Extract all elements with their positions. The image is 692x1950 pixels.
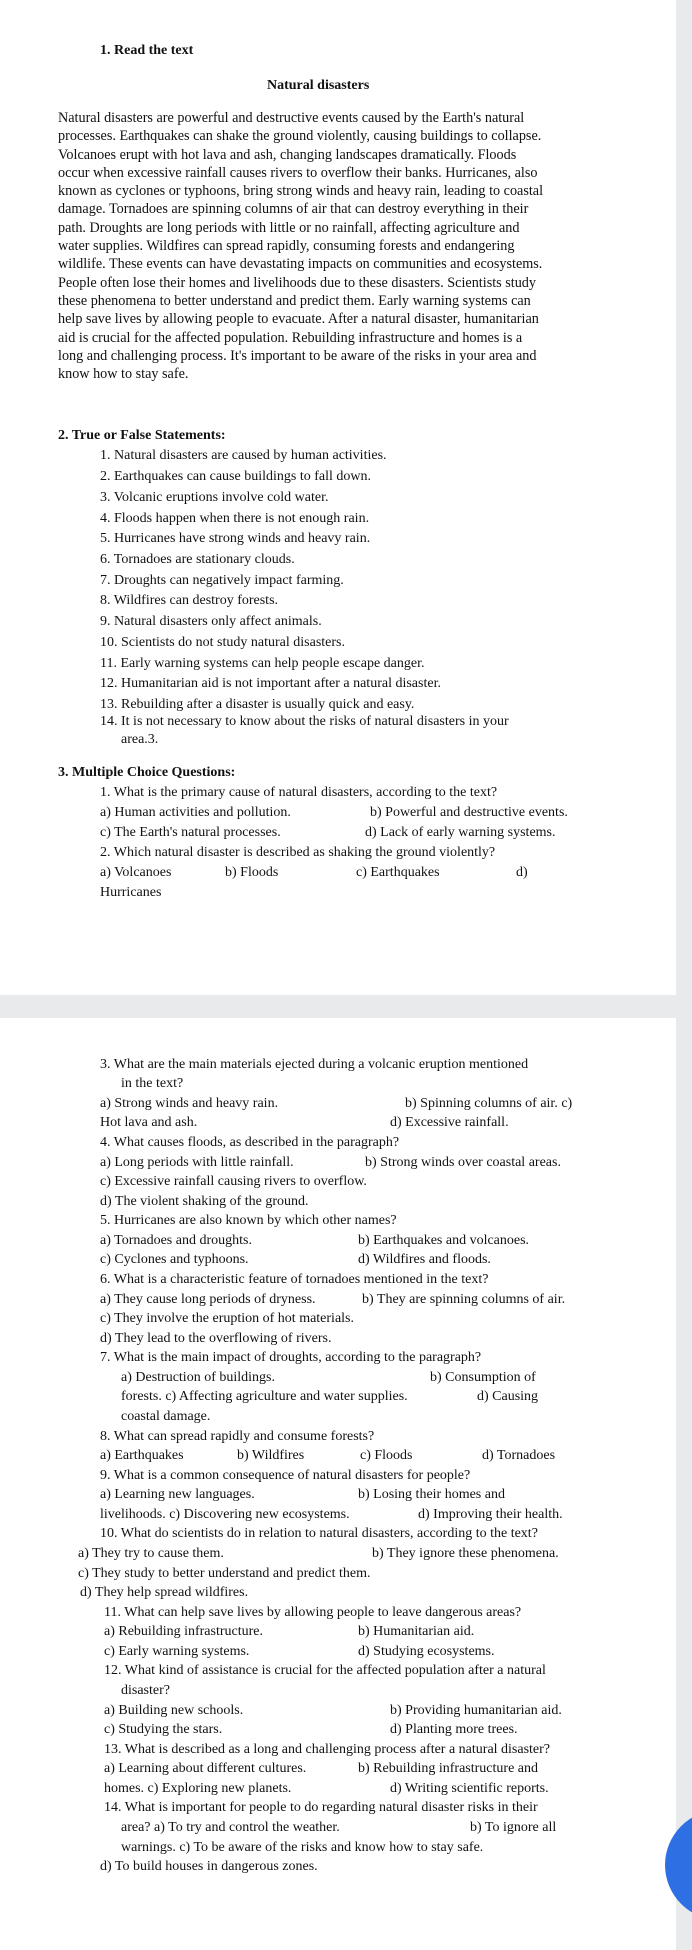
tf-statement: 6. Tornadoes are stationary clouds. <box>100 552 295 567</box>
q4-option-c: c) Excessive rainfall causing rivers to overflow. <box>100 1174 367 1189</box>
q12-question: 12. What kind of assistance is crucial for the affected population after a natural <box>104 1663 546 1678</box>
q8-option-c: c) Floods <box>360 1448 413 1463</box>
tf-statement: 10. Scientists do not study natural disasters. <box>100 635 345 650</box>
q5-option-d: d) Wildfires and floods. <box>358 1252 491 1267</box>
q4-option-b: b) Strong winds over coastal areas. <box>365 1155 561 1170</box>
q7-question: 7. What is the main impact of droughts, according to the paragraph? <box>100 1350 482 1365</box>
q1-option-a: a) Human activities and pollution. <box>100 805 291 820</box>
tf-statement: 11. Early warning systems can help people escape danger. <box>100 656 425 671</box>
q13-option-b: b) Rebuilding infrastructure and <box>358 1761 539 1776</box>
text-title: Natural disasters <box>267 78 370 93</box>
paragraph-line: water supplies. Wildfires can spread rapidly, consuming forests and endangering <box>58 238 515 255</box>
q2-option-d: d) <box>516 865 528 880</box>
q7-line2: forests. c) Affecting agriculture and water supplies. <box>121 1389 408 1404</box>
q13-option-d: d) Writing scientific reports. <box>390 1781 549 1796</box>
q3-option-b: b) Spinning columns of air. c) <box>405 1096 573 1111</box>
q11-option-b: b) Humanitarian aid. <box>358 1624 475 1639</box>
section2-heading: 2. True or False Statements: <box>58 428 226 443</box>
tf-statement: 12. Humanitarian aid is not important after a natural disaster. <box>100 676 441 691</box>
paragraph-line: Volcanoes erupt with hot lava and ash, changing landscapes dramatically. Floods <box>58 146 517 163</box>
q1-option-b: b) Powerful and destructive events. <box>370 805 568 820</box>
q8-option-d: d) Tornadoes <box>482 1448 556 1463</box>
q5-question: 5. Hurricanes are also known by which other names? <box>100 1213 397 1228</box>
reading-paragraph <box>58 109 584 383</box>
paragraph-line: known as cyclones or typhoons, bring strong winds and heavy rain, leading to coastal <box>58 183 544 200</box>
q4-option-d: d) The violent shaking of the ground. <box>100 1194 309 1209</box>
tf-statement: 7. Droughts can negatively impact farming. <box>100 573 344 588</box>
q7-option-d: d) Causing <box>477 1389 539 1404</box>
q5-option-c: c) Cyclones and typhoons. <box>100 1252 249 1267</box>
q14-line2: area? a) To try and control the weather. <box>121 1820 340 1835</box>
q9-option-d: d) Improving their health. <box>418 1507 563 1522</box>
paragraph-line: aid is crucial for the affected population. Rebuilding infrastructure and homes is a <box>58 329 523 346</box>
q2-option-a: a) Volcanoes <box>100 865 172 880</box>
q6-option-d: d) They lead to the overflowing of rivers. <box>100 1331 332 1346</box>
tf-statement: 4. Floods happen when there is not enough rain. <box>100 511 370 526</box>
q6-option-b: b) They are spinning columns of air. <box>362 1292 566 1307</box>
q3-option-c: Hot lava and ash. <box>100 1115 198 1130</box>
paragraph-line: processes. Earthquakes can shake the ground violently, causing buildings to collapse. <box>58 128 542 145</box>
paragraph-line: know how to stay safe. <box>58 366 189 383</box>
q2-option-b: b) Floods <box>225 865 279 880</box>
statement-14-cont: area.3. <box>121 732 159 747</box>
q1-option-d: d) Lack of early warning systems. <box>365 825 556 840</box>
q9-option-a: a) Learning new languages. <box>100 1487 255 1502</box>
q4-question: 4. What causes floods, as described in the paragraph? <box>100 1135 400 1150</box>
tf-statement: 3. Volcanic eruptions involve cold water. <box>100 490 329 505</box>
worksheet-page-2 <box>0 1018 676 1950</box>
section1-heading: 1. Read the text <box>100 43 194 58</box>
q8-option-b: b) Wildfires <box>237 1448 305 1463</box>
q10-option-b: b) They ignore these phenomena. <box>372 1546 559 1561</box>
q12-option-b: b) Providing humanitarian aid. <box>390 1703 562 1718</box>
q11-question: 11. What can help save lives by allowing people to leave dangerous areas? <box>104 1605 522 1620</box>
q2-option-c: c) Earthquakes <box>356 865 440 880</box>
worksheet-page-1 <box>0 0 676 995</box>
q2-option-d-cont: Hurricanes <box>100 885 162 900</box>
tf-statement: 13. Rebuilding after a disaster is usually quick and easy. <box>100 697 415 712</box>
q5-option-b: b) Earthquakes and volcanoes. <box>358 1233 530 1248</box>
paragraph-line: damage. Tornadoes are spinning columns of air that can destroy everything in their <box>58 201 529 218</box>
paragraph-line: Natural disasters are powerful and destructive events caused by the Earth's natural <box>58 110 525 126</box>
q12-question-cont: disaster? <box>121 1683 170 1698</box>
q6-question: 6. What is a characteristic feature of tornadoes mentioned in the text? <box>100 1272 489 1287</box>
paragraph-line: path. Droughts are long periods with little or no rainfall, affecting agriculture and <box>58 219 520 236</box>
q14-line3: warnings. c) To be aware of the risks and know how to stay safe. <box>121 1840 484 1855</box>
q10-option-d: d) They help spread wildfires. <box>80 1585 249 1600</box>
q12-option-d: d) Planting more trees. <box>390 1722 518 1737</box>
q7-option-a: a) Destruction of buildings. <box>121 1370 275 1385</box>
q1-option-c: c) The Earth's natural processes. <box>100 825 281 840</box>
section3-heading: 3. Multiple Choice Questions: <box>58 765 236 780</box>
q14-option-d: d) To build houses in dangerous zones. <box>100 1859 318 1874</box>
tf-statement: 14. It is not necessary to know about the risks of natural disasters in your <box>100 714 509 729</box>
q1-question: 1. What is the primary cause of natural disasters, according to the text? <box>100 785 498 800</box>
tf-statement: 8. Wildfires can destroy forests. <box>100 593 279 608</box>
q14-question: 14. What is important for people to do regarding natural disaster risks in their <box>104 1800 538 1815</box>
q10-option-a: a) They try to cause them. <box>78 1546 224 1561</box>
paragraph-line: long and challenging process. It's important to be aware of the risks in your area and <box>58 347 537 364</box>
q9-question: 9. What is a common consequence of natural disasters for people? <box>100 1468 471 1483</box>
q2-question: 2. Which natural disaster is described as shaking the ground violently? <box>100 845 496 860</box>
tf-statement: 2. Earthquakes can cause buildings to fall down. <box>100 469 371 484</box>
q3-question: 3. What are the main materials ejected during a volcanic eruption mentioned <box>100 1057 529 1072</box>
paragraph-line: help save lives by allowing people to evacuate. After a natural disaster, humanitarian <box>58 311 539 328</box>
q11-option-c: c) Early warning systems. <box>104 1644 250 1659</box>
q7-option-b: b) Consumption of <box>430 1370 536 1385</box>
paragraph-line: People often lose their homes and livelihoods due to these disasters. Scientists study <box>58 274 536 291</box>
q6-option-c: c) They involve the eruption of hot materials. <box>100 1311 355 1326</box>
q8-question: 8. What can spread rapidly and consume forests? <box>100 1429 375 1444</box>
q14-option-b: b) To ignore all <box>470 1820 557 1835</box>
q11-option-a: a) Rebuilding infrastructure. <box>104 1624 264 1639</box>
paragraph-line: these phenomena to better understand and predict them. Early warning systems can <box>58 292 531 309</box>
q9-line2: livelihoods. c) Discovering new ecosystems. <box>100 1507 350 1522</box>
paragraph-line: occur when excessive rainfall causes rivers to overflow their banks. Hurricanes, also <box>58 164 538 181</box>
q13-line2: homes. c) Exploring new planets. <box>104 1781 292 1796</box>
q3-option-a: a) Strong winds and heavy rain. <box>100 1096 279 1111</box>
q9-option-b: b) Losing their homes and <box>358 1487 505 1502</box>
q3-option-d: d) Excessive rainfall. <box>390 1115 509 1130</box>
q5-option-a: a) Tornadoes and droughts. <box>100 1233 252 1248</box>
q11-option-d: d) Studying ecosystems. <box>358 1644 495 1659</box>
q3-question-cont: in the text? <box>121 1076 184 1091</box>
q12-option-a: a) Building new schools. <box>104 1703 244 1718</box>
q8-option-a: a) Earthquakes <box>100 1448 184 1463</box>
q13-option-a: a) Learning about different cultures. <box>104 1761 307 1776</box>
q7-line3: coastal damage. <box>121 1409 211 1424</box>
q13-question: 13. What is described as a long and challenging process after a natural disaster? <box>104 1742 551 1757</box>
q6-option-a: a) They cause long periods of dryness. <box>100 1292 316 1307</box>
tf-statement: 9. Natural disasters only affect animals. <box>100 614 322 629</box>
q10-option-c: c) They study to better understand and predict them. <box>78 1566 371 1581</box>
tf-statement: 1. Natural disasters are caused by human activities. <box>100 448 387 463</box>
tf-statement: 5. Hurricanes have strong winds and heavy rain. <box>100 531 371 546</box>
paragraph-line: wildlife. These events can have devastating impacts on communities and ecosystems. <box>58 256 543 273</box>
q10-question: 10. What do scientists do in relation to natural disasters, according to the text? <box>100 1526 538 1541</box>
q12-option-c: c) Studying the stars. <box>104 1722 223 1737</box>
q4-option-a: a) Long periods with little rainfall. <box>100 1155 294 1170</box>
